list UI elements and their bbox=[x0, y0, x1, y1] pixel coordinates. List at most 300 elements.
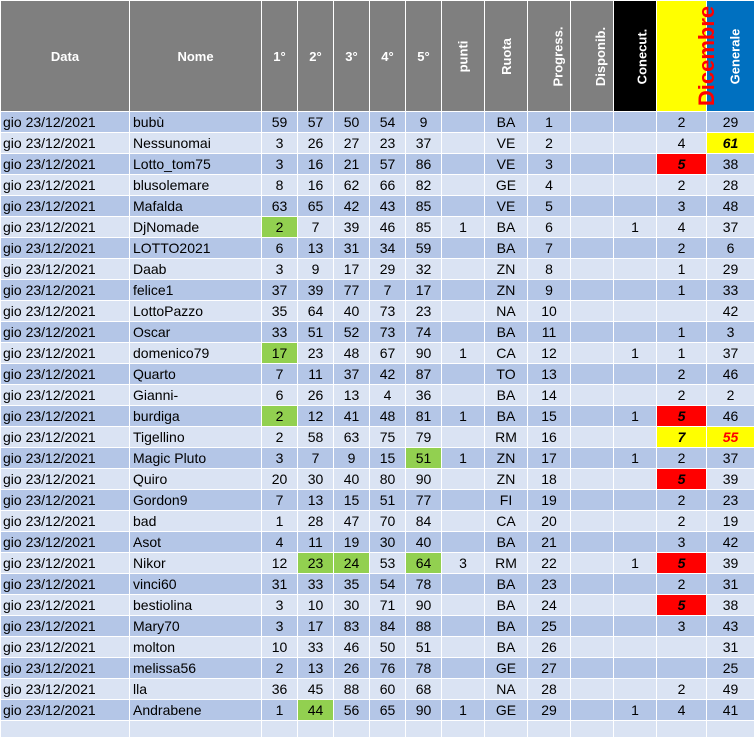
cell-data[interactable]: gio 23/12/2021 bbox=[1, 679, 130, 700]
cell-punti[interactable] bbox=[442, 385, 485, 406]
cell-n4[interactable]: 30 bbox=[370, 532, 406, 553]
cell-n1[interactable]: 2 bbox=[262, 427, 298, 448]
cell-n3[interactable]: 24 bbox=[334, 553, 370, 574]
cell-n5[interactable]: 9 bbox=[406, 112, 442, 133]
cell-n3[interactable]: 30 bbox=[334, 595, 370, 616]
cell-n2[interactable]: 13 bbox=[298, 238, 334, 259]
cell-n5[interactable]: 36 bbox=[406, 385, 442, 406]
cell-disponib[interactable] bbox=[571, 427, 614, 448]
cell-n1[interactable]: 8 bbox=[262, 175, 298, 196]
cell-n1[interactable]: 3 bbox=[262, 595, 298, 616]
cell-n5[interactable]: 74 bbox=[406, 322, 442, 343]
cell-n3[interactable]: 83 bbox=[334, 616, 370, 637]
cell-n2[interactable]: 51 bbox=[298, 322, 334, 343]
cell-n3[interactable]: 41 bbox=[334, 406, 370, 427]
cell-nome[interactable]: Magic Pluto bbox=[130, 448, 262, 469]
cell-data[interactable]: gio 23/12/2021 bbox=[1, 700, 130, 721]
cell-punti[interactable] bbox=[442, 301, 485, 322]
cell-disponib[interactable] bbox=[571, 133, 614, 154]
cell-conecut[interactable] bbox=[614, 616, 657, 637]
cell-ruota[interactable]: NA bbox=[485, 679, 528, 700]
cell-conecut[interactable] bbox=[614, 196, 657, 217]
cell-progress[interactable]: 8 bbox=[528, 259, 571, 280]
cell-generale[interactable]: 37 bbox=[707, 217, 754, 238]
cell-disponib[interactable] bbox=[571, 217, 614, 238]
cell-generale[interactable]: 28 bbox=[707, 175, 754, 196]
cell-progress[interactable]: 4 bbox=[528, 175, 571, 196]
cell-conecut[interactable] bbox=[614, 154, 657, 175]
cell-dicembre[interactable]: 2 bbox=[657, 385, 707, 406]
cell-n4[interactable]: 34 bbox=[370, 238, 406, 259]
cell-dicembre[interactable]: 4 bbox=[657, 217, 707, 238]
cell-disponib[interactable] bbox=[571, 595, 614, 616]
cell-nome[interactable]: Quiro bbox=[130, 469, 262, 490]
cell-disponib[interactable] bbox=[571, 406, 614, 427]
cell-n1[interactable]: 35 bbox=[262, 301, 298, 322]
cell-punti[interactable] bbox=[442, 196, 485, 217]
cell-n3[interactable]: 88 bbox=[334, 679, 370, 700]
cell-generale[interactable]: 6 bbox=[707, 238, 754, 259]
cell-ruota[interactable]: BA bbox=[485, 385, 528, 406]
cell-data[interactable]: gio 23/12/2021 bbox=[1, 196, 130, 217]
cell-dicembre[interactable]: 4 bbox=[657, 700, 707, 721]
cell-n1[interactable]: 3 bbox=[262, 259, 298, 280]
cell-nome[interactable]: Gordon9 bbox=[130, 490, 262, 511]
cell-generale[interactable]: 2 bbox=[707, 385, 754, 406]
cell-progress[interactable]: 19 bbox=[528, 490, 571, 511]
cell-n4[interactable]: 53 bbox=[370, 553, 406, 574]
cell-data[interactable]: gio 23/12/2021 bbox=[1, 322, 130, 343]
cell-progress[interactable]: 18 bbox=[528, 469, 571, 490]
cell-data[interactable]: gio 23/12/2021 bbox=[1, 553, 130, 574]
cell-conecut[interactable]: 1 bbox=[614, 217, 657, 238]
cell-dicembre[interactable]: 5 bbox=[657, 553, 707, 574]
cell-ruota[interactable]: BA bbox=[485, 112, 528, 133]
cell-n3[interactable]: 50 bbox=[334, 112, 370, 133]
cell-progress[interactable]: 7 bbox=[528, 238, 571, 259]
header-ruota[interactable] bbox=[485, 1, 528, 112]
cell-ruota[interactable]: BA bbox=[485, 238, 528, 259]
cell-dicembre[interactable]: 2 bbox=[657, 574, 707, 595]
cell-n2[interactable]: 57 bbox=[298, 112, 334, 133]
cell-n3[interactable]: 52 bbox=[334, 322, 370, 343]
cell-disponib[interactable] bbox=[571, 385, 614, 406]
cell-n5[interactable]: 51 bbox=[406, 637, 442, 658]
cell-ruota[interactable]: BA bbox=[485, 616, 528, 637]
cell-dicembre[interactable] bbox=[657, 301, 707, 322]
cell-nome[interactable]: Asot bbox=[130, 532, 262, 553]
cell-data[interactable]: gio 23/12/2021 bbox=[1, 112, 130, 133]
cell-punti[interactable] bbox=[442, 259, 485, 280]
cell-dicembre[interactable]: 3 bbox=[657, 616, 707, 637]
cell-progress[interactable]: 5 bbox=[528, 196, 571, 217]
cell-n3[interactable]: 19 bbox=[334, 532, 370, 553]
cell-punti[interactable] bbox=[442, 280, 485, 301]
cell-n4[interactable]: 48 bbox=[370, 406, 406, 427]
cell-conecut[interactable] bbox=[614, 679, 657, 700]
cell-conecut[interactable] bbox=[614, 595, 657, 616]
cell-punti[interactable] bbox=[442, 679, 485, 700]
cell-n2[interactable]: 7 bbox=[298, 448, 334, 469]
cell-dicembre[interactable]: 3 bbox=[657, 532, 707, 553]
cell-punti[interactable]: 3 bbox=[442, 553, 485, 574]
cell-n3[interactable]: 21 bbox=[334, 154, 370, 175]
cell-ruota[interactable]: CA bbox=[485, 343, 528, 364]
cell-nome[interactable]: Nikor bbox=[130, 553, 262, 574]
cell-n2[interactable]: 13 bbox=[298, 658, 334, 679]
cell-generale[interactable]: 41 bbox=[707, 700, 754, 721]
cell-n3[interactable]: 47 bbox=[334, 511, 370, 532]
cell-n4[interactable]: 65 bbox=[370, 700, 406, 721]
cell-n1[interactable]: 33 bbox=[262, 322, 298, 343]
cell-punti[interactable] bbox=[442, 322, 485, 343]
cell-disponib[interactable] bbox=[571, 637, 614, 658]
cell-ruota[interactable]: GE bbox=[485, 700, 528, 721]
cell-dicembre[interactable]: 5 bbox=[657, 469, 707, 490]
cell-n1[interactable]: 36 bbox=[262, 679, 298, 700]
cell-n3[interactable]: 15 bbox=[334, 490, 370, 511]
cell-n5[interactable]: 88 bbox=[406, 616, 442, 637]
cell-n2[interactable]: 17 bbox=[298, 616, 334, 637]
cell-dicembre[interactable]: 2 bbox=[657, 175, 707, 196]
header-nome[interactable]: Nome bbox=[130, 1, 262, 112]
cell-n5[interactable]: 87 bbox=[406, 364, 442, 385]
cell-data[interactable]: gio 23/12/2021 bbox=[1, 343, 130, 364]
cell-nome[interactable]: Oscar bbox=[130, 322, 262, 343]
cell-generale[interactable]: 29 bbox=[707, 112, 754, 133]
cell-disponib[interactable] bbox=[571, 700, 614, 721]
cell-nome[interactable]: bestiolina bbox=[130, 595, 262, 616]
cell-n4[interactable]: 46 bbox=[370, 217, 406, 238]
cell-n2[interactable]: 39 bbox=[298, 280, 334, 301]
cell-ruota[interactable]: BA bbox=[485, 574, 528, 595]
cell-data[interactable]: gio 23/12/2021 bbox=[1, 448, 130, 469]
cell-disponib[interactable] bbox=[571, 175, 614, 196]
cell-disponib[interactable] bbox=[571, 154, 614, 175]
cell-ruota[interactable]: BA bbox=[485, 322, 528, 343]
cell-n4[interactable]: 54 bbox=[370, 112, 406, 133]
cell-n1[interactable]: 4 bbox=[262, 532, 298, 553]
cell-dicembre[interactable]: 7 bbox=[657, 427, 707, 448]
cell-n1[interactable]: 17 bbox=[262, 343, 298, 364]
cell-data[interactable]: gio 23/12/2021 bbox=[1, 154, 130, 175]
cell-ruota[interactable]: VE bbox=[485, 196, 528, 217]
cell-dicembre[interactable]: 1 bbox=[657, 280, 707, 301]
cell-n4[interactable]: 73 bbox=[370, 301, 406, 322]
cell-n2[interactable]: 65 bbox=[298, 196, 334, 217]
cell-punti[interactable] bbox=[442, 490, 485, 511]
cell-conecut[interactable]: 1 bbox=[614, 406, 657, 427]
cell-punti[interactable] bbox=[442, 658, 485, 679]
cell-generale[interactable]: 29 bbox=[707, 259, 754, 280]
cell-n5[interactable]: 23 bbox=[406, 301, 442, 322]
cell-n5[interactable]: 37 bbox=[406, 133, 442, 154]
cell-ruota[interactable]: VE bbox=[485, 154, 528, 175]
cell-nome[interactable]: felice1 bbox=[130, 280, 262, 301]
cell-dicembre[interactable] bbox=[657, 658, 707, 679]
cell-generale[interactable]: 49 bbox=[707, 679, 754, 700]
cell-disponib[interactable] bbox=[571, 511, 614, 532]
cell-generale[interactable]: 46 bbox=[707, 364, 754, 385]
cell-n4[interactable]: 15 bbox=[370, 448, 406, 469]
cell-nome[interactable]: Andrabene bbox=[130, 700, 262, 721]
cell-nome[interactable]: Gianni- bbox=[130, 385, 262, 406]
cell-nome[interactable]: vinci60 bbox=[130, 574, 262, 595]
cell-n3[interactable]: 9 bbox=[334, 448, 370, 469]
cell-n4[interactable]: 4 bbox=[370, 385, 406, 406]
cell-n1[interactable]: 59 bbox=[262, 112, 298, 133]
cell-data[interactable]: gio 23/12/2021 bbox=[1, 238, 130, 259]
cell-n2[interactable]: 10 bbox=[298, 595, 334, 616]
cell-n5[interactable]: 77 bbox=[406, 490, 442, 511]
cell-n3[interactable]: 39 bbox=[334, 217, 370, 238]
cell-conecut[interactable] bbox=[614, 532, 657, 553]
cell-n3[interactable]: 27 bbox=[334, 133, 370, 154]
cell-progress[interactable]: 14 bbox=[528, 385, 571, 406]
cell-nome[interactable]: Mafalda bbox=[130, 196, 262, 217]
cell-nome[interactable]: melissa56 bbox=[130, 658, 262, 679]
cell-punti[interactable]: 1 bbox=[442, 448, 485, 469]
cell-generale[interactable]: 23 bbox=[707, 490, 754, 511]
cell-data[interactable]: gio 23/12/2021 bbox=[1, 280, 130, 301]
cell-punti[interactable] bbox=[442, 133, 485, 154]
cell-data[interactable]: gio 23/12/2021 bbox=[1, 133, 130, 154]
cell-disponib[interactable] bbox=[571, 301, 614, 322]
cell-n5[interactable]: 51 bbox=[406, 448, 442, 469]
cell-generale[interactable]: 3 bbox=[707, 322, 754, 343]
cell-n5[interactable]: 85 bbox=[406, 196, 442, 217]
cell-n2[interactable]: 23 bbox=[298, 553, 334, 574]
cell-conecut[interactable] bbox=[614, 511, 657, 532]
cell-dicembre[interactable]: 2 bbox=[657, 238, 707, 259]
cell-n5[interactable]: 90 bbox=[406, 343, 442, 364]
cell-dicembre[interactable] bbox=[657, 637, 707, 658]
cell-n3[interactable]: 42 bbox=[334, 196, 370, 217]
cell-n4[interactable]: 43 bbox=[370, 196, 406, 217]
cell-progress[interactable]: 12 bbox=[528, 343, 571, 364]
cell-data[interactable]: gio 23/12/2021 bbox=[1, 427, 130, 448]
cell-conecut[interactable] bbox=[614, 280, 657, 301]
cell-n3[interactable]: 40 bbox=[334, 469, 370, 490]
cell-n1[interactable]: 2 bbox=[262, 406, 298, 427]
cell-generale[interactable]: 48 bbox=[707, 196, 754, 217]
cell-data[interactable]: gio 23/12/2021 bbox=[1, 469, 130, 490]
cell-disponib[interactable] bbox=[571, 238, 614, 259]
cell-generale[interactable]: 19 bbox=[707, 511, 754, 532]
cell-nome[interactable]: LOTTO2021 bbox=[130, 238, 262, 259]
cell-n4[interactable]: 84 bbox=[370, 616, 406, 637]
cell-n3[interactable]: 26 bbox=[334, 658, 370, 679]
cell-nome[interactable]: bubù bbox=[130, 112, 262, 133]
cell-n2[interactable]: 64 bbox=[298, 301, 334, 322]
cell-punti[interactable]: 1 bbox=[442, 217, 485, 238]
cell-conecut[interactable] bbox=[614, 427, 657, 448]
cell-ruota[interactable]: FI bbox=[485, 490, 528, 511]
cell-disponib[interactable] bbox=[571, 469, 614, 490]
cell-punti[interactable] bbox=[442, 574, 485, 595]
cell-n3[interactable]: 63 bbox=[334, 427, 370, 448]
cell-n4[interactable]: 42 bbox=[370, 364, 406, 385]
cell-generale[interactable]: 38 bbox=[707, 595, 754, 616]
cell-ruota[interactable]: ZN bbox=[485, 469, 528, 490]
cell-progress[interactable]: 22 bbox=[528, 553, 571, 574]
cell-nome[interactable]: Nessunomai bbox=[130, 133, 262, 154]
cell-punti[interactable] bbox=[442, 637, 485, 658]
cell-progress[interactable]: 6 bbox=[528, 217, 571, 238]
cell-n2[interactable]: 23 bbox=[298, 343, 334, 364]
cell-nome[interactable]: DjNomade bbox=[130, 217, 262, 238]
header-n2[interactable]: 2° bbox=[298, 1, 334, 112]
cell-data[interactable]: gio 23/12/2021 bbox=[1, 259, 130, 280]
cell-n5[interactable]: 79 bbox=[406, 427, 442, 448]
cell-generale[interactable]: 31 bbox=[707, 574, 754, 595]
cell-generale[interactable]: 46 bbox=[707, 406, 754, 427]
cell-dicembre[interactable]: 2 bbox=[657, 448, 707, 469]
cell-data[interactable]: gio 23/12/2021 bbox=[1, 532, 130, 553]
cell-disponib[interactable] bbox=[571, 364, 614, 385]
cell-n4[interactable]: 70 bbox=[370, 511, 406, 532]
cell-conecut[interactable] bbox=[614, 133, 657, 154]
cell-conecut[interactable] bbox=[614, 259, 657, 280]
cell-n4[interactable]: 76 bbox=[370, 658, 406, 679]
cell-punti[interactable] bbox=[442, 427, 485, 448]
cell-progress[interactable]: 15 bbox=[528, 406, 571, 427]
cell-generale[interactable]: 43 bbox=[707, 616, 754, 637]
cell-disponib[interactable] bbox=[571, 448, 614, 469]
cell-conecut[interactable] bbox=[614, 301, 657, 322]
cell-n3[interactable]: 56 bbox=[334, 700, 370, 721]
cell-n2[interactable]: 33 bbox=[298, 574, 334, 595]
cell-n4[interactable]: 29 bbox=[370, 259, 406, 280]
cell-nome[interactable]: Daab bbox=[130, 259, 262, 280]
cell-punti[interactable] bbox=[442, 616, 485, 637]
cell-disponib[interactable] bbox=[571, 553, 614, 574]
cell-nome[interactable]: bad bbox=[130, 511, 262, 532]
cell-progress[interactable]: 2 bbox=[528, 133, 571, 154]
cell-ruota[interactable]: VE bbox=[485, 133, 528, 154]
cell-disponib[interactable] bbox=[571, 112, 614, 133]
cell-conecut[interactable] bbox=[614, 469, 657, 490]
cell-n5[interactable]: 59 bbox=[406, 238, 442, 259]
cell-data[interactable]: gio 23/12/2021 bbox=[1, 217, 130, 238]
cell-n4[interactable]: 50 bbox=[370, 637, 406, 658]
cell-generale[interactable]: 39 bbox=[707, 553, 754, 574]
cell-generale[interactable]: 61 bbox=[707, 133, 754, 154]
cell-nome[interactable]: Tigellino bbox=[130, 427, 262, 448]
cell-ruota[interactable]: BA bbox=[485, 595, 528, 616]
cell-n2[interactable]: 44 bbox=[298, 700, 334, 721]
cell-disponib[interactable] bbox=[571, 343, 614, 364]
cell-conecut[interactable] bbox=[614, 637, 657, 658]
cell-n3[interactable]: 13 bbox=[334, 385, 370, 406]
cell-n1[interactable]: 3 bbox=[262, 133, 298, 154]
cell-ruota[interactable]: RM bbox=[485, 553, 528, 574]
cell-progress[interactable]: 11 bbox=[528, 322, 571, 343]
cell-dicembre[interactable]: 2 bbox=[657, 679, 707, 700]
header-conecut[interactable] bbox=[614, 1, 657, 112]
cell-progress[interactable]: 25 bbox=[528, 616, 571, 637]
cell-punti[interactable]: 1 bbox=[442, 343, 485, 364]
cell-n1[interactable]: 7 bbox=[262, 490, 298, 511]
cell-n1[interactable]: 7 bbox=[262, 364, 298, 385]
cell-dicembre[interactable]: 2 bbox=[657, 364, 707, 385]
cell-nome[interactable]: molton bbox=[130, 637, 262, 658]
cell-n4[interactable]: 60 bbox=[370, 679, 406, 700]
cell-dicembre[interactable]: 5 bbox=[657, 154, 707, 175]
cell-n1[interactable]: 3 bbox=[262, 616, 298, 637]
cell-n1[interactable]: 12 bbox=[262, 553, 298, 574]
cell-ruota[interactable]: GE bbox=[485, 658, 528, 679]
cell-progress[interactable]: 13 bbox=[528, 364, 571, 385]
cell-n1[interactable]: 2 bbox=[262, 217, 298, 238]
cell-n2[interactable]: 16 bbox=[298, 154, 334, 175]
cell-nome[interactable]: lla bbox=[130, 679, 262, 700]
cell-n5[interactable]: 90 bbox=[406, 700, 442, 721]
cell-conecut[interactable] bbox=[614, 490, 657, 511]
cell-n2[interactable]: 26 bbox=[298, 133, 334, 154]
cell-conecut[interactable]: 1 bbox=[614, 448, 657, 469]
cell-n5[interactable]: 81 bbox=[406, 406, 442, 427]
cell-n3[interactable]: 17 bbox=[334, 259, 370, 280]
header-n1[interactable]: 1° bbox=[262, 1, 298, 112]
cell-generale[interactable]: 42 bbox=[707, 532, 754, 553]
cell-n5[interactable]: 17 bbox=[406, 280, 442, 301]
cell-progress[interactable]: 23 bbox=[528, 574, 571, 595]
cell-n4[interactable]: 57 bbox=[370, 154, 406, 175]
cell-data[interactable]: gio 23/12/2021 bbox=[1, 658, 130, 679]
cell-n5[interactable]: 78 bbox=[406, 658, 442, 679]
cell-nome[interactable]: Mary70 bbox=[130, 616, 262, 637]
cell-disponib[interactable] bbox=[571, 658, 614, 679]
cell-punti[interactable] bbox=[442, 112, 485, 133]
cell-nome[interactable]: LottoPazzo bbox=[130, 301, 262, 322]
cell-conecut[interactable] bbox=[614, 385, 657, 406]
cell-progress[interactable]: 21 bbox=[528, 532, 571, 553]
cell-n1[interactable]: 3 bbox=[262, 448, 298, 469]
cell-n2[interactable]: 58 bbox=[298, 427, 334, 448]
cell-conecut[interactable] bbox=[614, 238, 657, 259]
cell-n4[interactable]: 73 bbox=[370, 322, 406, 343]
cell-n5[interactable]: 32 bbox=[406, 259, 442, 280]
cell-nome[interactable]: Lotto_tom75 bbox=[130, 154, 262, 175]
cell-data[interactable]: gio 23/12/2021 bbox=[1, 385, 130, 406]
cell-n4[interactable]: 66 bbox=[370, 175, 406, 196]
cell-punti[interactable] bbox=[442, 469, 485, 490]
cell-progress[interactable]: 20 bbox=[528, 511, 571, 532]
cell-n2[interactable]: 28 bbox=[298, 511, 334, 532]
cell-n5[interactable]: 78 bbox=[406, 574, 442, 595]
cell-n2[interactable]: 16 bbox=[298, 175, 334, 196]
header-dicembre[interactable] bbox=[657, 1, 720, 112]
cell-n4[interactable]: 51 bbox=[370, 490, 406, 511]
cell-n3[interactable]: 77 bbox=[334, 280, 370, 301]
cell-progress[interactable]: 29 bbox=[528, 700, 571, 721]
cell-n4[interactable]: 80 bbox=[370, 469, 406, 490]
cell-disponib[interactable] bbox=[571, 574, 614, 595]
cell-n1[interactable]: 63 bbox=[262, 196, 298, 217]
cell-n1[interactable]: 1 bbox=[262, 511, 298, 532]
cell-dicembre[interactable]: 2 bbox=[657, 511, 707, 532]
cell-n1[interactable]: 1 bbox=[262, 700, 298, 721]
cell-conecut[interactable] bbox=[614, 322, 657, 343]
header-progress[interactable] bbox=[528, 1, 571, 112]
cell-data[interactable]: gio 23/12/2021 bbox=[1, 616, 130, 637]
cell-dicembre[interactable]: 5 bbox=[657, 595, 707, 616]
cell-n1[interactable]: 6 bbox=[262, 238, 298, 259]
cell-ruota[interactable]: TO bbox=[485, 364, 528, 385]
cell-n2[interactable]: 13 bbox=[298, 490, 334, 511]
cell-dicembre[interactable]: 2 bbox=[657, 490, 707, 511]
